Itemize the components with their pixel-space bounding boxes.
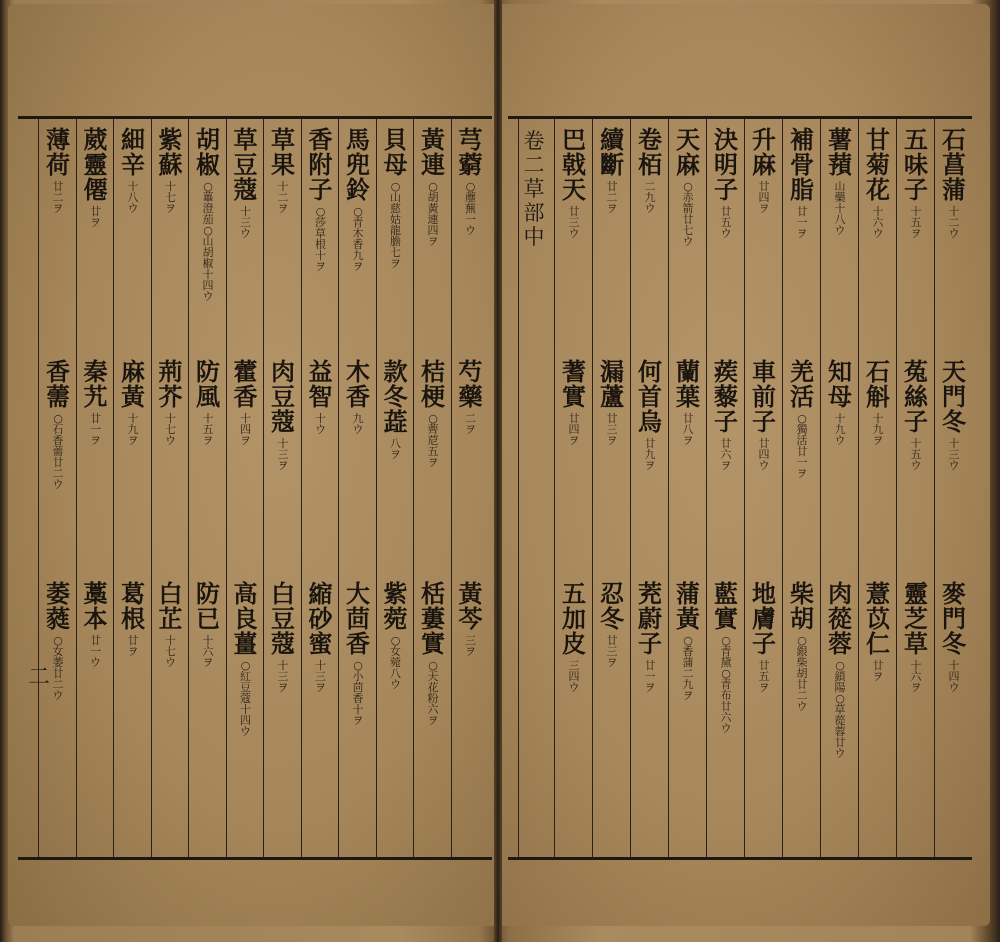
page-reference: ○ 天 花 粉 六 ヲ	[427, 659, 439, 727]
page-reference: 三 四 ウ	[568, 659, 580, 694]
page-reference: 廿 一 ヲ	[644, 659, 656, 694]
herb-name: 甘 菊 花	[866, 125, 890, 204]
herb-name: 漏 蘆	[600, 357, 624, 411]
herb-name: 薏 苡 仁	[866, 579, 890, 658]
herb-name: 大 茴 香	[346, 579, 370, 658]
page-reference: 廿 ヲ	[90, 205, 101, 229]
herb-name: 貝 母	[383, 125, 408, 179]
page-reference: 廿 六 ヲ	[720, 437, 732, 472]
page-reference: 廿 四 ウ	[758, 437, 770, 472]
page-reference: 十 三 ウ	[240, 205, 251, 240]
section-header-text: 卷 二 草 部 中	[523, 129, 545, 249]
index-column	[592, 119, 630, 857]
herb-name: 羌 活	[790, 357, 814, 411]
herb-entry	[302, 581, 340, 693]
herb-entry	[39, 127, 77, 214]
herb-name: 知 母	[828, 357, 852, 411]
page-reference: 十 七 ウ	[165, 634, 176, 669]
herb-entry	[593, 127, 631, 214]
herb-entry	[114, 127, 152, 214]
herb-entry	[859, 581, 897, 682]
herb-entry	[555, 359, 593, 446]
page-reference: ○ 鎖 陽 ○ 草 蓯 蓉 廿 ウ	[834, 659, 846, 760]
herb-entry	[452, 581, 490, 657]
index-column	[76, 119, 114, 857]
herb-entry	[227, 359, 265, 446]
page-reference: ○ 赤 箭 廿 七 ウ	[682, 180, 694, 248]
herb-name: 薯 蕷	[828, 125, 852, 179]
herb-entry	[669, 581, 707, 701]
page-reference: 廿 三 ウ	[568, 205, 580, 240]
herb-entry	[302, 359, 340, 435]
index-column	[782, 119, 820, 857]
herb-entry	[339, 581, 377, 726]
herb-entry	[377, 127, 415, 269]
herb-name: 蒲 黃	[676, 579, 700, 633]
index-column	[554, 119, 592, 857]
herb-name: 白 豆 蔻	[271, 579, 295, 658]
herb-entry	[264, 127, 302, 214]
herb-name: 胡 椒	[196, 125, 220, 179]
herb-name: 決 明 子	[714, 125, 738, 204]
herb-entry	[227, 127, 265, 239]
herb-entry	[152, 359, 190, 446]
herb-name: 葳 靈 僊	[83, 125, 108, 204]
herb-name: 藍 實	[714, 579, 738, 633]
herb-name: 車 前 子	[752, 357, 776, 436]
page-reference: 八 ヲ	[390, 437, 401, 461]
herb-name: 麥 門 冬	[942, 579, 966, 658]
page-reference: ○ 小 茴 香 十 ヲ	[352, 659, 364, 727]
herb-name: 秦 艽	[83, 357, 108, 411]
page-reference: ○ 女 菀 八 ウ	[390, 634, 401, 691]
herb-name: 蓍 實	[562, 357, 586, 411]
herb-entry	[77, 581, 115, 668]
herb-entry	[745, 581, 783, 693]
herb-name: 升 麻	[752, 125, 776, 179]
herb-name: 紫 蘇	[158, 125, 183, 179]
herb-entry	[414, 581, 452, 726]
page-reference: ○ 薺 苨 五 ヲ	[427, 412, 439, 469]
herb-name: 肉 豆 蔻	[271, 357, 295, 436]
page-reference: 十 九 ヲ	[872, 412, 884, 447]
herb-entry	[414, 127, 452, 247]
herb-name: 益 智	[308, 357, 333, 411]
herb-name: 靈 芝 草	[904, 579, 928, 658]
herb-entry	[935, 127, 973, 239]
index-column	[934, 119, 972, 857]
herb-entry	[935, 359, 973, 471]
herb-name: 木 香	[346, 357, 370, 411]
page-reference: 廿 五 ヲ	[758, 659, 770, 694]
herb-name: 芎 藭	[458, 125, 483, 179]
herb-entry	[821, 581, 859, 759]
page-reference: ○ 莎 草 根 十 ヲ	[315, 205, 326, 273]
herb-entry	[821, 127, 859, 236]
herb-entry	[189, 127, 227, 302]
herb-entry	[821, 359, 859, 446]
herb-name: 肉 蓯 蓉	[828, 579, 852, 658]
page-reference: ○ 青 木 香 九 ヲ	[352, 205, 364, 273]
index-column	[113, 119, 151, 857]
index-column	[744, 119, 782, 857]
page-reference: 廿 三 ヲ	[606, 634, 618, 669]
herb-name: 卷 栢	[638, 125, 662, 179]
herb-entry	[114, 359, 152, 446]
page-reference: ○ 獨 活 廿 一 ヲ	[796, 412, 808, 480]
herb-name: 高 良 薑	[233, 579, 258, 658]
herb-name: 紫 菀	[383, 579, 408, 633]
herb-entry	[77, 127, 115, 228]
page-reference: 十 四 ヲ	[240, 412, 251, 447]
page-reference: 廿 ヲ	[872, 659, 884, 683]
herb-name: 馬 兜 鈴	[346, 125, 370, 204]
herb-name: 黃 連	[421, 125, 445, 179]
herb-name: 葛 根	[121, 579, 145, 633]
herb-name: 荊 芥	[158, 357, 183, 411]
herb-entry	[897, 127, 935, 239]
herb-entry	[935, 581, 973, 693]
herb-name: 草 豆 蔻	[233, 125, 258, 204]
herb-name: 忍 冬	[600, 579, 624, 633]
page-reference: 十 六 ウ	[872, 205, 884, 240]
herb-name: 五 加 皮	[562, 579, 586, 658]
page-reference: ○ 青 黛 ○ 青 布 廿 六 ウ	[720, 634, 732, 735]
page-reference: 十 六 ヲ	[202, 634, 214, 669]
index-column	[263, 119, 301, 857]
herb-entry	[377, 581, 415, 690]
page-reference: ○ 銀 柴 胡 廿 二 ウ	[796, 634, 808, 713]
page-reference: 廿 四 ヲ	[568, 412, 580, 447]
index-column	[668, 119, 706, 857]
index-column	[376, 119, 414, 857]
page-reference: 廿 九 ヲ	[644, 437, 656, 472]
herb-name: 巴 戟 天	[562, 125, 586, 204]
herb-entry	[114, 581, 152, 657]
herb-name: 縮 砂 蜜	[308, 579, 333, 658]
herb-name: 天 麻	[676, 125, 700, 179]
herb-entry	[452, 359, 490, 435]
page-reference: 十 九 ウ	[834, 412, 846, 447]
herb-entry	[859, 127, 897, 239]
herb-name: 白 芷	[158, 579, 183, 633]
herb-name: 續 斷	[600, 125, 624, 179]
herb-name: 藿 香	[233, 357, 258, 411]
page-reference: ○ 香 蒲 二 九 ヲ	[682, 634, 694, 702]
page-reference: 廿 二 ヲ	[606, 180, 618, 215]
index-column	[820, 119, 858, 857]
page-reference: 三 ヲ	[465, 634, 476, 658]
herb-entry	[152, 127, 190, 214]
herb-entry	[77, 359, 115, 446]
herb-name: 補 骨 脂	[790, 125, 814, 204]
herb-name: 香 薷	[46, 357, 70, 411]
herb-entry	[339, 359, 377, 435]
herb-name: 何 首 烏	[638, 357, 662, 436]
herb-entry	[745, 127, 783, 214]
herb-name: 細 辛	[121, 125, 145, 179]
page-reference: 十 三 ヲ	[277, 437, 289, 472]
herb-name: 天 門 冬	[942, 357, 966, 436]
page-reference: 十 三 ウ	[948, 437, 960, 472]
herb-name: 茺 蔚 子	[638, 579, 662, 658]
herb-name: 萎 蕤	[46, 579, 70, 633]
herb-entry	[39, 359, 77, 490]
herb-entry	[227, 581, 265, 737]
index-column	[858, 119, 896, 857]
herb-entry	[783, 581, 821, 712]
herb-entry	[745, 359, 783, 471]
index-column	[706, 119, 744, 857]
herb-entry	[555, 127, 593, 239]
herb-name: 石 斛	[866, 357, 890, 411]
herb-entry	[414, 359, 452, 468]
herb-name: 石 菖 蒲	[942, 125, 966, 204]
page-reference: 九 ウ	[352, 412, 364, 436]
page-reference: 十 五 ウ	[910, 437, 922, 472]
herb-entry	[707, 581, 745, 734]
index-column	[188, 119, 226, 857]
herb-entry	[152, 581, 190, 668]
page-reference: ○ 紅 豆 蔻 十 四 ウ	[240, 659, 251, 738]
page-reference: 十 八 ウ	[127, 180, 139, 215]
herb-entry	[783, 359, 821, 479]
page-reference: 廿 八 ヲ	[682, 412, 694, 447]
herb-name: 防 風	[196, 357, 220, 411]
index-column	[338, 119, 376, 857]
herb-entry	[631, 127, 669, 214]
page-reference: 廿 一 ヲ	[90, 412, 101, 447]
herb-name: 柴 胡	[790, 579, 814, 633]
herb-entry	[452, 127, 490, 236]
herb-entry	[555, 581, 593, 693]
page-reference: 二 九 ウ	[644, 180, 656, 215]
herb-entry	[189, 581, 227, 668]
page-reference: 廿 四 ヲ	[758, 180, 770, 215]
page-reference: 廿 二 ヲ	[52, 180, 64, 215]
page-reference: ○ 石 香 薷 廿 二 ウ	[52, 412, 64, 491]
page-reference: 十 三 ヲ	[315, 659, 326, 694]
page-reference: ○ 女 萎 廿 二 ウ	[52, 634, 64, 702]
page-reference: ○ 山 慈 姑 龍 膽 七 ヲ	[390, 180, 401, 270]
herb-entry	[593, 581, 631, 668]
page-reference: 十 二 ウ	[948, 205, 960, 240]
herb-entry	[669, 127, 707, 247]
index-column	[151, 119, 189, 857]
herb-entry	[264, 581, 302, 693]
herb-name: 款 冬 蕋	[383, 357, 408, 436]
herb-name: 菟 絲 子	[904, 357, 928, 436]
page-reference: 十 ウ	[315, 412, 326, 436]
page-reference: 十 七 ヲ	[165, 180, 176, 215]
left-page-frame	[18, 116, 492, 860]
index-column	[413, 119, 451, 857]
page-reference: 二 ヲ	[465, 412, 476, 436]
herb-name: 香 附 子	[308, 125, 333, 204]
herb-entry	[631, 581, 669, 693]
herb-entry	[897, 581, 935, 693]
page-reference: ○ 胡 黃 連 四 ヲ	[427, 180, 439, 248]
herb-entry	[339, 127, 377, 272]
herb-name: 薄 荷	[46, 125, 70, 179]
page-reference: 山 藥 十 八 ウ	[834, 180, 846, 237]
page-reference: 廿 一 ウ	[90, 634, 101, 669]
page-reference: 廿 一 ヲ	[796, 205, 808, 240]
book-gutter	[494, 0, 502, 942]
index-column	[38, 119, 76, 857]
page-reference: 十 五 ヲ	[202, 412, 214, 447]
index-column	[630, 119, 668, 857]
herb-name: 桔 梗	[421, 357, 445, 411]
page-reference: 十 三 ヲ	[277, 659, 289, 694]
herb-name: 藁 本	[83, 579, 108, 633]
page-reference: 十 六 ヲ	[910, 659, 922, 694]
index-column	[226, 119, 264, 857]
herb-entry	[189, 359, 227, 446]
page-reference: 廿 ヲ	[127, 634, 139, 658]
page-reference: 十 二 ヲ	[277, 180, 289, 215]
page-number: 二	[28, 665, 51, 690]
herb-name: 黃 芩	[458, 579, 483, 633]
page-reference: 廿 三 ヲ	[606, 412, 618, 447]
herb-name: 麻 黃	[121, 357, 145, 411]
herb-name: 栝 蔞 實	[421, 579, 445, 658]
herb-name: 蘭 葉	[676, 357, 700, 411]
herb-entry	[783, 127, 821, 239]
page-reference: 十 九 ヲ	[127, 412, 139, 447]
index-column	[896, 119, 934, 857]
index-column	[451, 119, 489, 857]
herb-entry	[264, 359, 302, 471]
page-reference: 十 四 ウ	[948, 659, 960, 694]
herb-entry	[302, 127, 340, 272]
page-reference: 十 七 ウ	[165, 412, 176, 447]
right-page-frame	[508, 116, 972, 860]
herb-name: 防 已	[196, 579, 220, 633]
page-reference: ○ 蓽 澄 茄 ○ 山 胡 椒 十 四 ウ	[202, 180, 214, 303]
herb-name: 草 果	[271, 125, 295, 179]
herb-entry	[707, 359, 745, 471]
page-reference: ○ 蘼 蕪 一 ウ	[465, 180, 476, 237]
index-column	[301, 119, 339, 857]
herb-entry	[669, 359, 707, 446]
herb-entry	[631, 359, 669, 471]
herb-name: 蒺 藜 子	[714, 357, 738, 436]
page-reference: 十 五 ヲ	[910, 205, 922, 240]
herb-name: 地 膚 子	[752, 579, 776, 658]
herb-entry	[593, 359, 631, 446]
herb-entry	[707, 127, 745, 239]
herb-entry	[897, 359, 935, 471]
herb-entry	[377, 359, 415, 460]
herb-name: 芍 藥	[458, 357, 483, 411]
herb-entry	[859, 359, 897, 446]
section-header	[518, 119, 548, 857]
page-reference: 廿 五 ウ	[720, 205, 732, 240]
herb-name: 五 味 子	[904, 125, 928, 204]
